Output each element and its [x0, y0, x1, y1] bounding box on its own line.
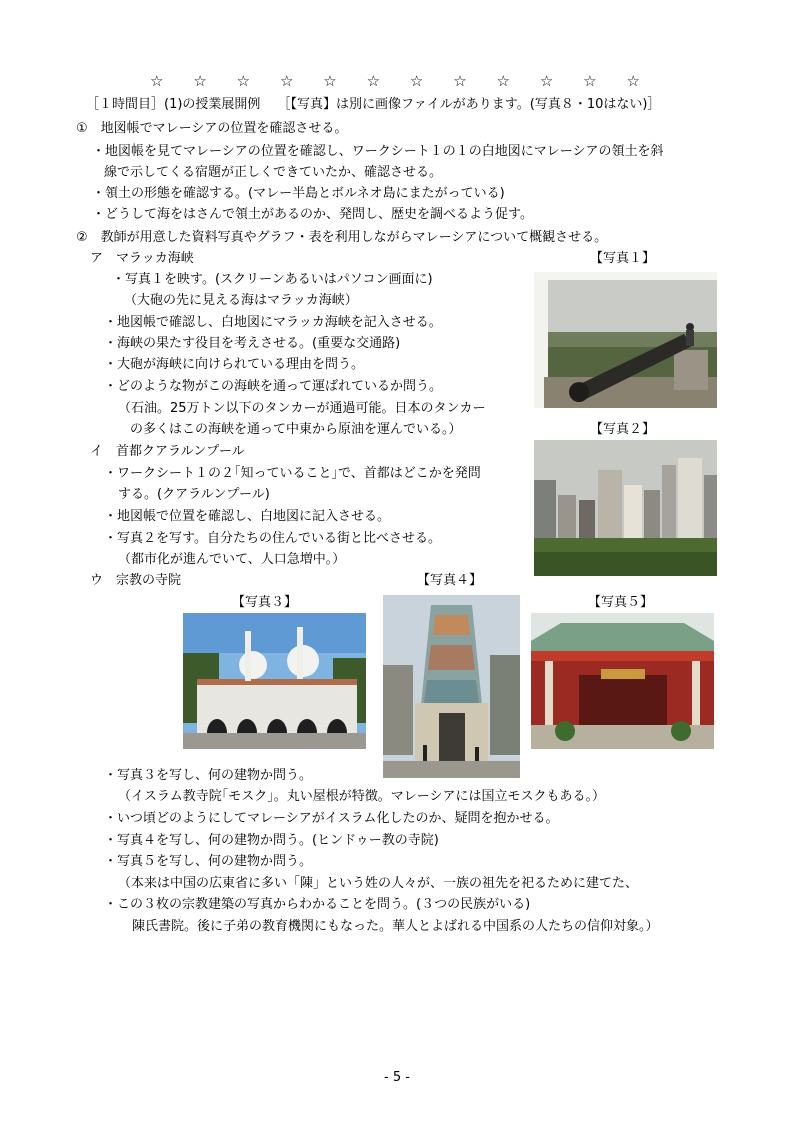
photo-4-label: 【写真４】	[417, 573, 483, 588]
star: ☆	[626, 72, 640, 90]
section-1-bullet-cont: 線で示してくる宿題が正しくできていたか、確認させる。	[104, 165, 443, 180]
photo-4-hindu-temple	[383, 595, 520, 778]
star: ☆	[150, 72, 164, 90]
list-item: ・地図帳で確認し、白地図にマラッカ海峡を記入させる。	[104, 315, 442, 330]
page-number: - 5 -	[384, 1070, 410, 1085]
photo-1-cannon	[534, 272, 717, 408]
list-item: ・大砲が海峡に向けられている理由を問う。	[104, 357, 365, 372]
photo-2-city	[534, 440, 717, 576]
list-item: ・写真５を写し、何の建物か問う。	[104, 854, 313, 869]
section-1-bullet: ・地図帳を見てマレーシアの位置を確認し、ワークシート１の１の白地図にマレーシアの領土を斜	[92, 144, 664, 159]
list-item: ・海峡の果たす役目を考えさせる。(重要な交通路)	[104, 336, 401, 351]
list-item: ・写真３を写し、何の建物か問う。	[104, 768, 313, 783]
list-item: ・いつ頃どのようにしてマレーシアがイスラム化したのか、疑問を抱かせる。	[104, 811, 559, 826]
list-item: ・地図帳で位置を確認し、白地図に記入させる。	[104, 509, 391, 524]
photo-1-label: 【写真１】	[590, 251, 656, 266]
star: ☆	[496, 72, 510, 90]
list-item-note: （イスラム教寺院｢モスク｣。丸い屋根が特徴。マレーシアには国立モスクもある。）	[118, 789, 605, 804]
lesson-header: ［１時間目］(1)の授業展開例 ［【写真】は別に画像ファイルがあります。(写真８・10はない)］	[86, 97, 661, 112]
list-item: ・ワークシート１の２｢知っていること｣で、首都はどこかを発問	[104, 466, 481, 481]
photo-5-label: 【写真５】	[588, 595, 654, 610]
section-1-bullet: ・どうして海をはさんで領土があるのか、発問し、歴史を調べるよう促す。	[92, 207, 533, 222]
list-item-cont: する。(クアラルンプール)	[118, 487, 270, 502]
star: ☆	[583, 72, 597, 90]
list-item: ・写真４を写し、何の建物か問う。(ヒンドゥー教の寺院)	[104, 833, 439, 848]
subsection-a-heading: ア マラッカ海峡	[90, 251, 194, 266]
star: ☆	[236, 72, 251, 90]
star: ☆	[453, 72, 467, 90]
star: ☆	[193, 72, 207, 90]
section-2-title: ② 教師が用意した資料写真やグラフ・表を利用しながらマレーシアについて概観させる。	[76, 230, 608, 245]
list-item: ・どのような物がこの海峡を通って運ばれているか問う。	[104, 379, 443, 394]
subsection-u-heading: ウ 宗教の寺院	[90, 573, 182, 588]
photo-3-mosque	[183, 613, 366, 749]
star: ☆	[409, 72, 424, 90]
section-1-bullet: ・領土の形態を確認する。(マレー半島とボルネオ島にまたがっている)	[92, 186, 505, 201]
list-item-note: （本来は中国の広東省に多い「陳」という姓の人々が、一族の祖先を祀るために建てた、	[118, 876, 639, 891]
star: ☆	[323, 72, 337, 90]
list-item-note: （大砲の先に見える海はマラッカ海峡）	[124, 293, 358, 308]
photo-2-label: 【写真２】	[590, 422, 656, 437]
star: ☆	[539, 72, 554, 90]
photo-5-chinese-temple	[531, 613, 714, 749]
star-divider	[150, 72, 640, 90]
list-item-note: （石油。25万トン以下のタンカーが通過可能。日本のタンカー	[118, 401, 486, 416]
section-1-title: ① 地図帳でマレーシアの位置を確認させる。	[76, 121, 348, 136]
list-item: ・写真２を写す。自分たちの住んでいる街と比べさせる。	[104, 531, 441, 546]
star: ☆	[366, 72, 381, 90]
list-item-note: の多くはこの海峡を通って中東から原油を運んでいる。）	[130, 422, 462, 437]
list-item: ・この３枚の宗教建築の写真からわかることを問う。(３つの民族がいる)	[104, 897, 531, 912]
list-item-note: （都市化が進んでいて、人口急増中。）	[118, 552, 346, 567]
photo-3-label: 【写真３】	[232, 595, 298, 610]
star: ☆	[279, 72, 294, 90]
subsection-i-heading: イ 首都クアラルンプール	[90, 444, 245, 459]
list-item-note: 陳氏書院。後に子弟の教育機関にもなった。華人とよばれる中国系の人たちの信仰対象。）	[132, 919, 659, 934]
list-item: ・写真１を映す。(スクリーンあるいはパソコン画面に)	[112, 272, 433, 287]
